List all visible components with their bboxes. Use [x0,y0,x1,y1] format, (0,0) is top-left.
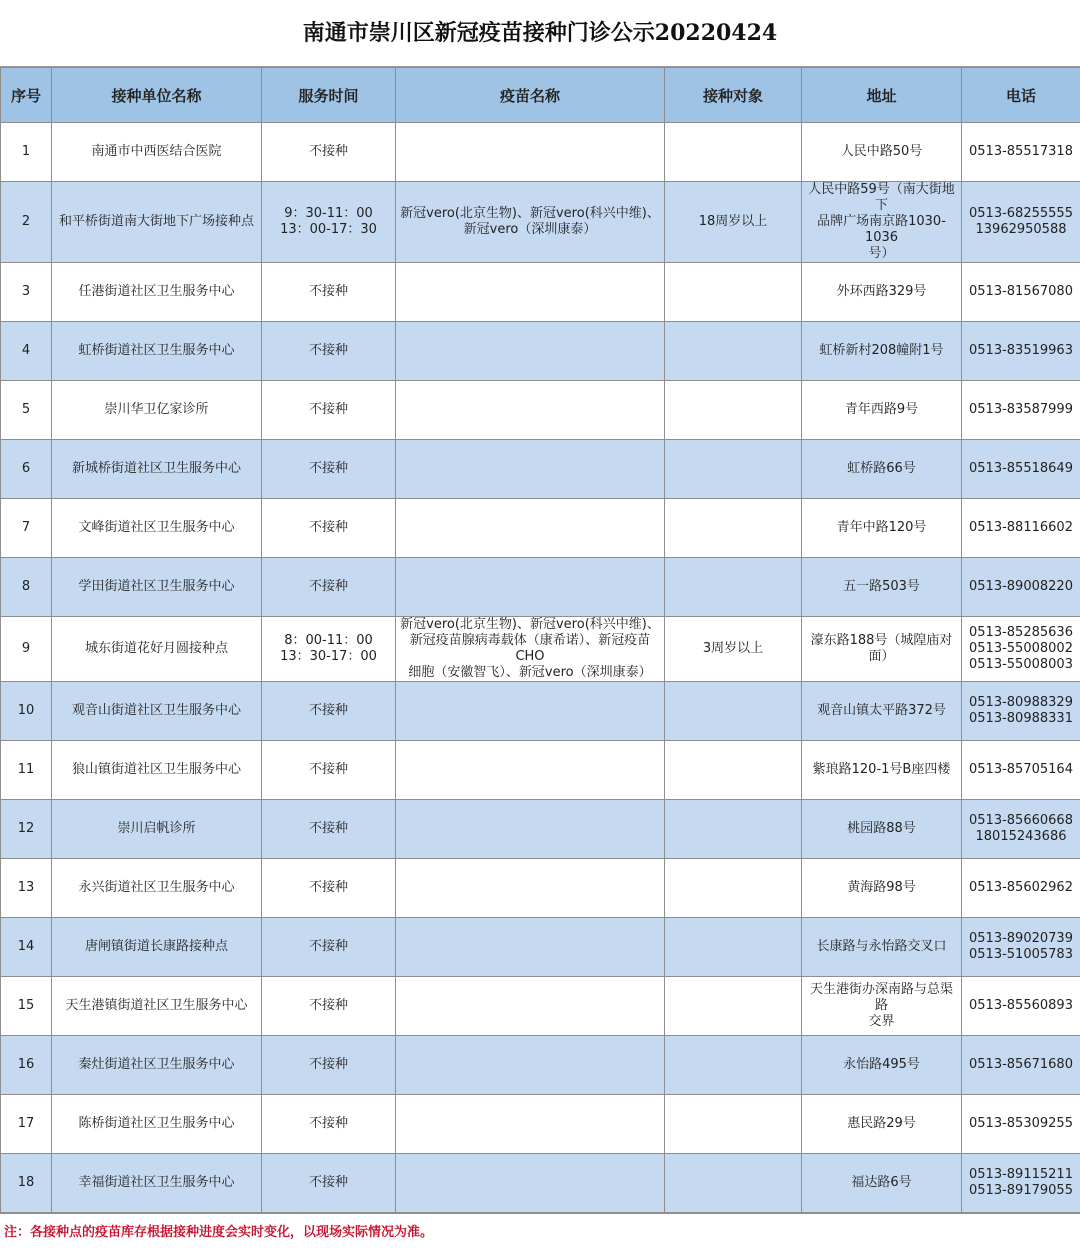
cell-no: 5 [1,381,52,440]
cell-address-line: 青年西路9号 [806,402,957,418]
cell-name: 文峰街道社区卫生服务中心 [52,499,262,558]
cell-phone-line: 0513-80988331 [966,711,1076,727]
cell-name: 观音山街道社区卫生服务中心 [52,682,262,741]
cell-target [665,800,802,859]
page-title: 南通市崇川区新冠疫苗接种门诊公示20220424 [0,0,1080,67]
cell-address-line: 面） [806,649,957,665]
cell-vaccine [396,322,665,381]
table-row [1,182,1080,263]
cell-name: 任港街道社区卫生服务中心 [52,263,262,322]
cell-time-line: 不接种 [266,821,391,837]
cell-address [802,1095,962,1154]
cell-time [262,977,396,1036]
table-row [1,918,1080,977]
cell-phone-line: 18015243686 [966,829,1076,845]
table-row [1,800,1080,859]
table-row [1,859,1080,918]
cell-target [665,558,802,617]
cell-no: 3 [1,263,52,322]
cell-phone-line: 0513-85309255 [966,1116,1076,1132]
cell-phone [962,123,1080,182]
cell-address-line: 品牌广场南京路1030-1036 [806,214,957,246]
cell-name: 幸福街道社区卫生服务中心 [52,1154,262,1213]
cell-name: 新城桥街道社区卫生服务中心 [52,440,262,499]
cell-target [665,499,802,558]
cell-address [802,800,962,859]
cell-phone-line: 0513-80988329 [966,695,1076,711]
column-header-no: 序号 [1,68,52,123]
cell-phone [962,263,1080,322]
cell-phone-line: 0513-85518649 [966,461,1076,477]
cell-address [802,381,962,440]
cell-time-line: 不接种 [266,520,391,536]
cell-time-line: 不接种 [266,703,391,719]
cell-phone-line: 0513-83587999 [966,402,1076,418]
cell-address [802,741,962,800]
cell-time-line: 13：30-17：00 [266,649,391,665]
cell-vaccine-line: 新冠vero（深圳康泰） [400,222,660,238]
cell-time-line: 不接种 [266,939,391,955]
cell-phone-line: 0513-85660668 [966,813,1076,829]
cell-vaccine-line: 新冠vero(北京生物)、新冠vero(科兴中维)、 [400,617,660,633]
cell-name: 陈桥街道社区卫生服务中心 [52,1095,262,1154]
cell-address [802,440,962,499]
cell-vaccine-line: 细胞（安徽智飞）、新冠vero（深圳康泰） [400,665,660,681]
cell-no: 13 [1,859,52,918]
cell-phone-line: 0513-55008002 [966,641,1076,657]
footnote: 注：各接种点的疫苗库存根据接种进度会实时变化，以现场实际情况为准。 [0,1213,1080,1251]
cell-phone [962,440,1080,499]
cell-phone-line: 0513-89179055 [966,1183,1076,1199]
cell-phone [962,977,1080,1036]
cell-no: 16 [1,1036,52,1095]
cell-time [262,1095,396,1154]
cell-address-line: 虹桥路66号 [806,461,957,477]
cell-time [262,381,396,440]
cell-target [665,322,802,381]
cell-no: 1 [1,123,52,182]
cell-name: 城东街道花好月圆接种点 [52,617,262,682]
cell-target [665,1154,802,1213]
cell-name: 天生港镇街道社区卫生服务中心 [52,977,262,1036]
cell-address-line: 永怡路495号 [806,1057,957,1073]
cell-time-line: 不接种 [266,1175,391,1191]
cell-time [262,682,396,741]
cell-phone-line: 0513-81567080 [966,284,1076,300]
cell-time [262,182,396,263]
cell-target [665,123,802,182]
table-row [1,558,1080,617]
cell-no: 15 [1,977,52,1036]
cell-time [262,123,396,182]
cell-vaccine [396,918,665,977]
column-header-address: 地址 [802,68,962,123]
cell-phone-line: 0513-89008220 [966,579,1076,595]
cell-target: 3周岁以上 [665,617,802,682]
cell-vaccine [396,558,665,617]
cell-vaccine [396,1154,665,1213]
cell-phone [962,1095,1080,1154]
cell-time [262,440,396,499]
cell-address [802,859,962,918]
cell-phone-line: 0513-89115211 [966,1167,1076,1183]
cell-name: 和平桥街道南大街地下广场接种点 [52,182,262,263]
cell-target [665,1036,802,1095]
cell-phone-line: 0513-51005783 [966,947,1076,963]
cell-vaccine [396,1095,665,1154]
cell-phone [962,1036,1080,1095]
cell-address [802,558,962,617]
table-row [1,123,1080,182]
cell-target [665,741,802,800]
table-row [1,682,1080,741]
table-header-row [1,68,1080,123]
cell-vaccine [396,617,665,682]
cell-time [262,617,396,682]
cell-no: 17 [1,1095,52,1154]
cell-name: 秦灶街道社区卫生服务中心 [52,1036,262,1095]
cell-phone [962,617,1080,682]
cell-name: 虹桥街道社区卫生服务中心 [52,322,262,381]
cell-time [262,918,396,977]
cell-time-line: 不接种 [266,461,391,477]
cell-phone-line: 13962950588 [966,222,1076,238]
cell-vaccine [396,123,665,182]
cell-no: 18 [1,1154,52,1213]
cell-target [665,682,802,741]
cell-vaccine-line: 新冠疫苗腺病毒载体（康希诺）、新冠疫苗CHO [400,633,660,665]
cell-address [802,617,962,682]
cell-target [665,263,802,322]
cell-vaccine [396,263,665,322]
cell-address [802,263,962,322]
cell-address-line: 外环西路329号 [806,284,957,300]
cell-name: 狼山镇街道社区卫生服务中心 [52,741,262,800]
cell-phone-line: 0513-55008003 [966,657,1076,673]
table-row [1,1036,1080,1095]
cell-address-line: 号） [806,246,957,262]
cell-phone [962,1154,1080,1213]
cell-phone [962,322,1080,381]
cell-time-line: 不接种 [266,402,391,418]
cell-address-line: 惠民路29号 [806,1116,957,1132]
cell-target [665,859,802,918]
table-row [1,977,1080,1036]
cell-phone-line: 0513-89020739 [966,931,1076,947]
column-header-name: 接种单位名称 [52,68,262,123]
cell-no: 9 [1,617,52,682]
column-header-vaccine: 疫苗名称 [396,68,665,123]
cell-no: 8 [1,558,52,617]
cell-phone [962,558,1080,617]
cell-phone [962,381,1080,440]
cell-vaccine [396,800,665,859]
table-row [1,1095,1080,1154]
cell-target: 18周岁以上 [665,182,802,263]
cell-time-line: 13：00-17：30 [266,222,391,238]
table-row [1,322,1080,381]
cell-address [802,182,962,263]
cell-address-line: 桃园路88号 [806,821,957,837]
cell-name: 崇川启帆诊所 [52,800,262,859]
cell-address [802,123,962,182]
cell-no: 11 [1,741,52,800]
cell-phone [962,182,1080,263]
cell-no: 7 [1,499,52,558]
cell-time [262,499,396,558]
table-body [1,123,1080,1213]
cell-name: 永兴街道社区卫生服务中心 [52,859,262,918]
column-header-target: 接种对象 [665,68,802,123]
cell-address-line: 虹桥新村208幢附1号 [806,343,957,359]
cell-no: 2 [1,182,52,263]
cell-address [802,322,962,381]
cell-time [262,1036,396,1095]
cell-name: 学田街道社区卫生服务中心 [52,558,262,617]
cell-time-line: 不接种 [266,144,391,160]
cell-time-line: 不接种 [266,579,391,595]
table-row [1,440,1080,499]
cell-time-line: 不接种 [266,762,391,778]
cell-time [262,1154,396,1213]
cell-phone [962,859,1080,918]
cell-address-line: 天生港街办深南路与总渠路 [806,982,957,1014]
cell-phone-line: 0513-85602962 [966,880,1076,896]
cell-time [262,859,396,918]
cell-address [802,499,962,558]
cell-vaccine [396,440,665,499]
cell-address-line: 紫琅路120-1号B座四楼 [806,762,957,778]
cell-phone-line: 0513-85517318 [966,144,1076,160]
cell-phone [962,499,1080,558]
cell-address [802,977,962,1036]
cell-time [262,741,396,800]
cell-time-line: 不接种 [266,880,391,896]
table-row [1,263,1080,322]
cell-address-line: 黄海路98号 [806,880,957,896]
table-row [1,741,1080,800]
table-row [1,617,1080,682]
cell-target [665,440,802,499]
cell-phone [962,682,1080,741]
cell-vaccine [396,977,665,1036]
cell-time [262,800,396,859]
cell-time [262,322,396,381]
cell-address-line: 青年中路120号 [806,520,957,536]
cell-time-line: 9：30-11：00 [266,206,391,222]
cell-phone [962,741,1080,800]
cell-no: 10 [1,682,52,741]
cell-no: 6 [1,440,52,499]
cell-no: 12 [1,800,52,859]
cell-vaccine [396,381,665,440]
cell-address [802,1036,962,1095]
cell-address-line: 交界 [806,1014,957,1030]
cell-time-line: 不接种 [266,998,391,1014]
cell-address-line: 人民中路59号（南大街地下 [806,182,957,214]
cell-time [262,558,396,617]
cell-phone-line: 0513-85705164 [966,762,1076,778]
cell-phone [962,918,1080,977]
cell-name: 唐闸镇街道长康路接种点 [52,918,262,977]
cell-vaccine [396,682,665,741]
table-row [1,499,1080,558]
column-header-phone: 电话 [962,68,1080,123]
cell-target [665,1095,802,1154]
cell-address-line: 长康路与永怡路交叉口 [806,939,957,955]
cell-time-line: 不接种 [266,1116,391,1132]
cell-phone-line: 0513-85285636 [966,625,1076,641]
cell-time-line: 8：00-11：00 [266,633,391,649]
cell-address-line: 观音山镇太平路372号 [806,703,957,719]
cell-phone-line: 0513-85671680 [966,1057,1076,1073]
cell-phone-line: 0513-83519963 [966,343,1076,359]
cell-target [665,918,802,977]
cell-vaccine-line: 新冠vero(北京生物)、新冠vero(科兴中维)、 [400,206,660,222]
cell-time-line: 不接种 [266,1057,391,1073]
table-row [1,1154,1080,1213]
cell-target [665,977,802,1036]
cell-vaccine [396,859,665,918]
cell-no: 4 [1,322,52,381]
cell-no: 14 [1,918,52,977]
table-row [1,381,1080,440]
clinic-table [0,67,1080,1213]
cell-name: 崇川华卫亿家诊所 [52,381,262,440]
cell-address-line: 濠东路188号（城隍庙对 [806,633,957,649]
cell-time-line: 不接种 [266,284,391,300]
cell-address-line: 人民中路50号 [806,144,957,160]
cell-address [802,1154,962,1213]
cell-address [802,918,962,977]
cell-vaccine [396,182,665,263]
cell-vaccine [396,1036,665,1095]
cell-phone-line: 0513-68255555 [966,206,1076,222]
cell-phone [962,800,1080,859]
cell-address-line: 福达路6号 [806,1175,957,1191]
cell-time [262,263,396,322]
cell-address [802,682,962,741]
cell-phone-line: 0513-88116602 [966,520,1076,536]
cell-time-line: 不接种 [266,343,391,359]
cell-address-line: 五一路503号 [806,579,957,595]
cell-vaccine [396,741,665,800]
cell-target [665,381,802,440]
column-header-time: 服务时间 [262,68,396,123]
cell-phone-line: 0513-85560893 [966,998,1076,1014]
cell-vaccine [396,499,665,558]
cell-name: 南通市中西医结合医院 [52,123,262,182]
